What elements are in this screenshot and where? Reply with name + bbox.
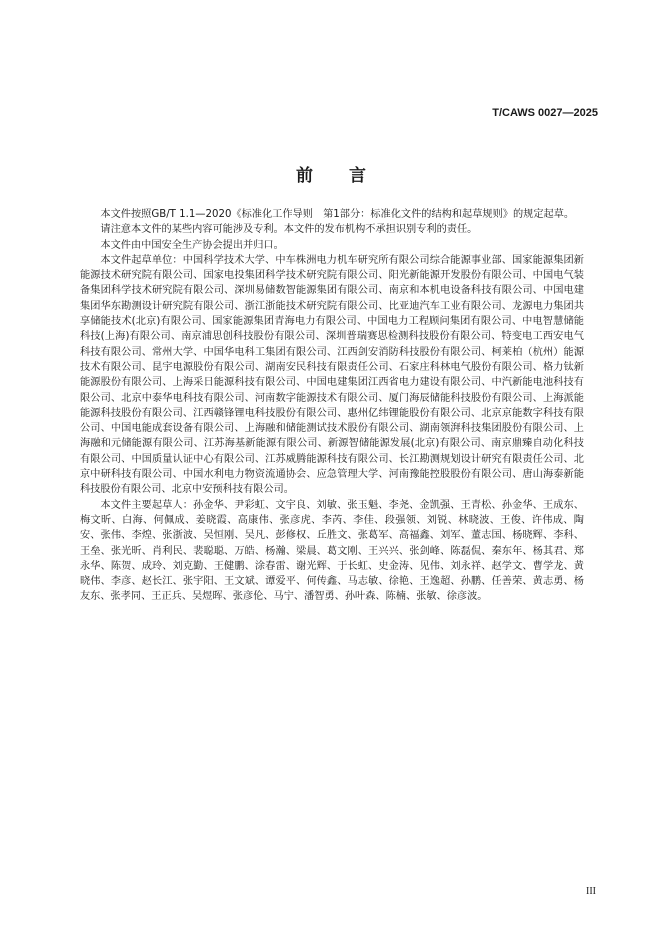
patent-notice-paragraph: 请注意本文件的某些内容可能涉及专利。本文件的发布机构不承担识别专利的责任。 [100,224,478,236]
standard-number: T/CAWS 0027—2025 [492,107,598,119]
drafting-units-paragraph: 本文件起草单位：中国科学技术大学、中车株洲电力机车研究所有限公司综合能源事业部、国家能源集团新能源技术研究院有限公司、国家电投集团科学技术研究院有限公司、阳光新能源开发股份有限公司、中国电气装备集团科学技术研究院有限公司、深圳易储数智能源集团有限公司、南京和本机电设备科技有限公司、中国电建集团华东勘测设计研究院有限公司、浙江浙能技术研究院有限公司、比亚迪汽车工业有限公司、龙源电力集团共享储能技术(北京)有限公司、国家能源集团青海电力有限公司、中国电力工程顾问集团有限公司、中电智慧储能科技(上海)有限公司、南京浦思创科技股份有限公司、深圳普瑞赛思检测科技股份有限公司、特变电工西安电气科技有限公司、常州大学、中国华电科工集团有限公司、江西剑安消防科技股份有限公司、柯莱柏（杭州）能源技术有限公司、昆宇电源股份有限公司、湖南安民科技有限责任公司、石家庄科林电气股份有限公司、格力钛新能源股份有限公司、上海采日能源科技有限公司、中国电建集团江西省电力建设有限公司、中汽新能电池科技有限公司、北京中泰华电科技有限公司、河南数字能源技术有限公司、厦门海辰储能科技股份有限公司、上海派能能源科技股份有限公司、江西赣锋锂电科技股份有限公司、惠州亿纬锂能股份有限公司、北京京能数字科技有限公司、中国电能成套设备有限公司、上海融和储能测试技术股份有限公司、湖南领湃科技集团股份有限公司、上海融和元储能源有限公司、江苏海基新能源有限公司、新源智储能源发展(北京)有限公司、南京鼎臻自动化科技有限公司、中国质量认证中心有限公司、江苏威腾能源科技有限公司、长江勘测规划设计研究有限责任公司、北京中研科技有限公司、中国水利电力物资流通协会、应急管理大学、河南豫能控股股份有限公司、唐山海泰新能科技股份有限公司、北京中安预科技有限公司。 [80,254,584,496]
drafting-rule-paragraph: 本文件按照GB/T 1.1—2020《标准化工作导则 第1部分：标准化文件的结构和起草规则》的规定起草。 [100,209,575,220]
document-body [80,207,584,605]
page-number: III [586,886,596,897]
page-title: 前言 [296,166,402,186]
proposer-paragraph: 本文件由中国安全生产协会提出并归口。 [100,239,284,251]
drafters-paragraph: 本文件主要起草人：孙金华、尹彩虹、文宇良、刘敏、张玉魁、李尧、金凯强、王青松、孙金华、王成东、梅文昕、白海、何佩成、姜晓霞、高康伟、张彦虎、李芮、李佳、段强领、刘锐、林晓波、王俊、许伟成、陶安、张伟、李煌、张浙波、吴恒刚、吴凡、彭修权、丘胜文、张葛军、高福鑫、刘军、董志国、杨晓辉、李科、王垒、张光昕、肖利民、裴聪聪、万皓、杨瀚、梁晨、葛文刚、王兴兴、张剑峰、陈磊侃、秦东年、杨其君、郑永华、陈贺、成玲、刘克勤、王健鹏、涂春雷、谢光辉、于长虹、史金涛、见伟、刘永祥、赵学文、曹学龙、黄晓伟、李彦、赵长江、张宇阳、王文斌、谭爱平、何传鑫、马志敏、徐艳、王逸超、孙鹏、任善荣、黄志勇、杨友东、张孝同、王正兵、吴煜晖、张彦伦、马宁、潘智勇、孙叶森、陈楠、张敏、徐彦波。 [80,499,584,603]
